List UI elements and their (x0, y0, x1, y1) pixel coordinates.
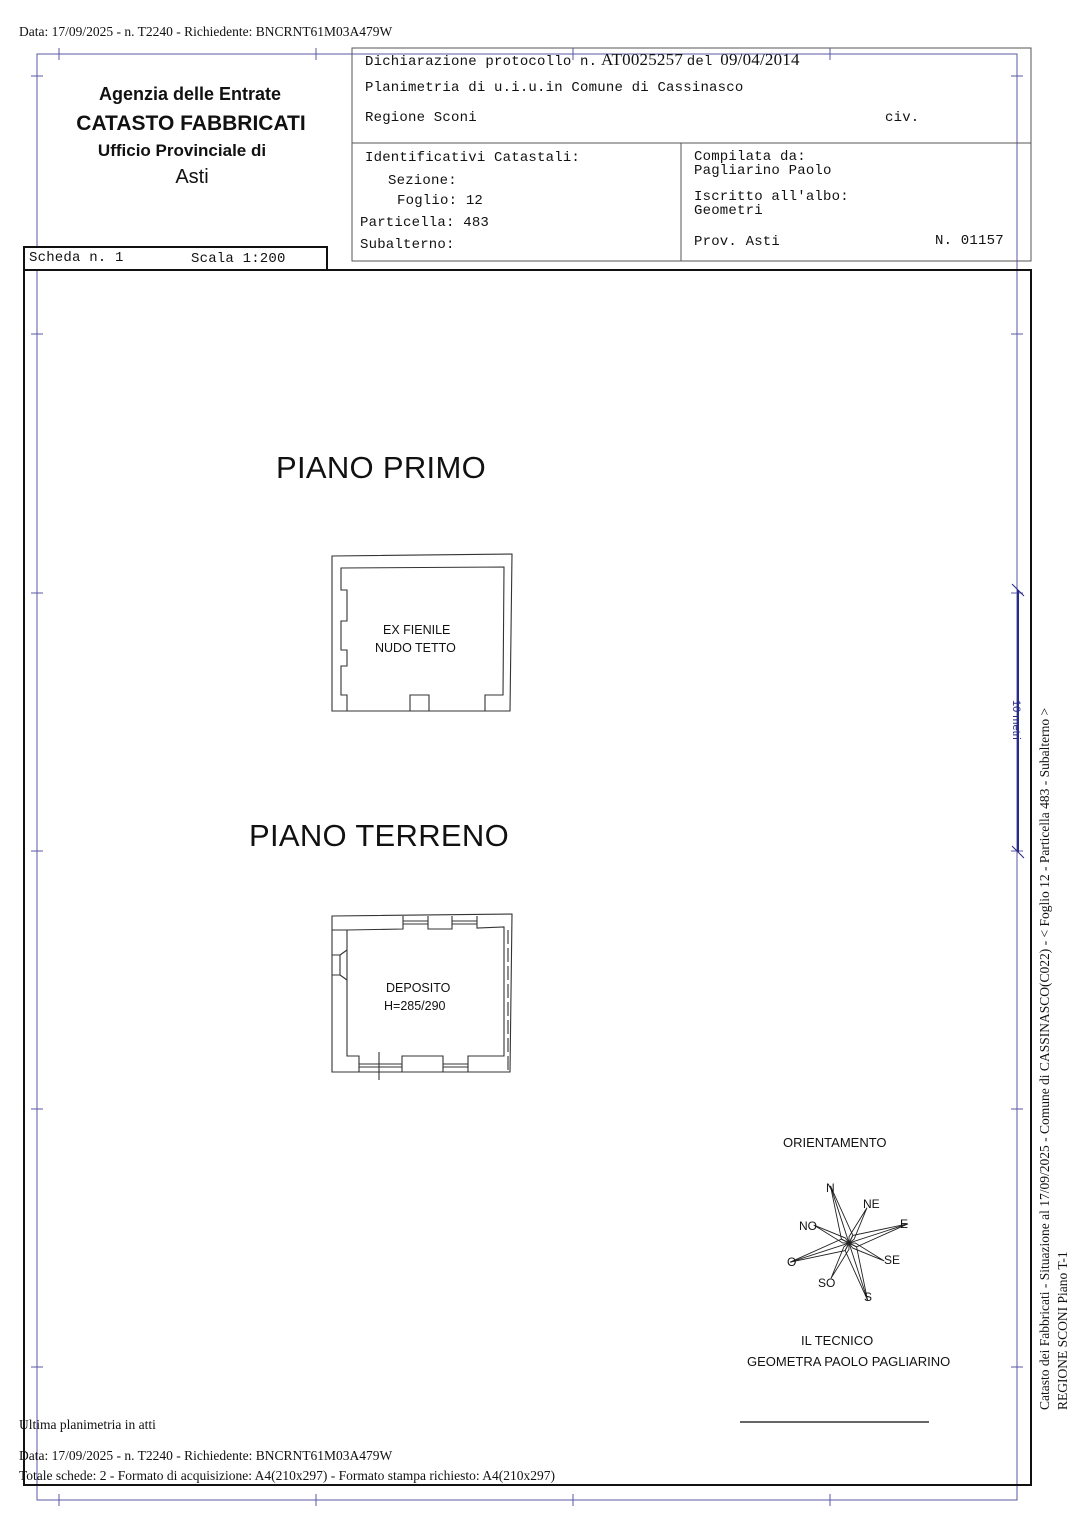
civ-label: civ. (885, 110, 920, 126)
scale-bar-label: 10 metri (1010, 700, 1022, 740)
room-label-nudo-tetto: NUDO TETTO (375, 641, 456, 655)
compass-e: E (900, 1217, 909, 1231)
compass-so: SO (818, 1276, 836, 1290)
protocol-date: 09/04/2014 (720, 50, 800, 69)
compass-n: N (826, 1181, 835, 1195)
scale-label: Scala 1:200 (191, 251, 286, 267)
ultima-planimetria: Ultima planimetria in atti (19, 1417, 156, 1432)
foglio-value: 12 (465, 193, 484, 209)
footer-totale-line: Totale schede: 2 - Formato di acquisizione: A4(210x297) - Formato stampa richiesto: A4(210x297) (19, 1468, 555, 1483)
compass-o: O (787, 1255, 797, 1269)
scheda-number: Scheda n. 1 (29, 250, 124, 266)
planimetria-line: Planimetria di u.i.u.in Comune di Cassinasco (365, 80, 744, 96)
address-line: Regione Sconi (365, 110, 477, 126)
albo-value: Geometri (694, 203, 763, 219)
protocol-prefix: Dichiarazione protocollo n. (365, 54, 598, 70)
technician-title: IL TECNICO (801, 1333, 874, 1348)
compass-no: NO (799, 1219, 817, 1233)
compilata-value: Pagliarino Paolo (694, 163, 832, 179)
side-text-line2: REGIONE SCONI Piano T-1 (1055, 1251, 1070, 1410)
particella-value: 483 (463, 215, 490, 231)
particella-label: Particella: (360, 215, 455, 231)
protocol-line (365, 50, 800, 70)
room-height: H=285/290 (384, 999, 446, 1013)
floor-title-terreno: PIANO TERRENO (249, 818, 509, 853)
compass-se: SE (884, 1253, 901, 1267)
technician-name: GEOMETRA PAOLO PAGLIARINO (747, 1354, 951, 1369)
compilata-label: Compilata da: (694, 149, 806, 165)
identificativi-title: Identificativi Catastali: (365, 150, 581, 166)
albo-label: Iscritto all'albo: (694, 189, 849, 205)
foglio-label: Foglio: (397, 193, 458, 209)
compass-s: S (864, 1290, 873, 1304)
side-text-line1: Catasto dei Fabbricati - Situazione al 17/09/2025 - Comune di CASSINASCO(C022) - < Foglio 12 - Particella 483 - Subalterno > (1037, 707, 1052, 1410)
subalterno-label: Subalterno: (360, 237, 455, 253)
room-label-fienile: EX FIENILE (383, 623, 451, 637)
orientation-title: ORIENTAMENTO (783, 1135, 887, 1150)
room-label-deposito: DEPOSITO (386, 981, 451, 995)
compass-rose-icon (771, 1167, 926, 1319)
ufficio-provinciale: Ufficio Provinciale di (97, 141, 267, 160)
protocol-number: AT0025257 (600, 50, 684, 69)
sezione-label: Sezione: (388, 173, 457, 189)
catasto-title: CATASTO FABBRICATI (76, 112, 306, 135)
request-header-line: Data: 17/09/2025 - n. T2240 - Richiedente: BNCRNT61M03A479W (19, 24, 393, 39)
registration-number: N. 01157 (935, 233, 1004, 249)
particella-field (360, 215, 489, 231)
agency-name: Agenzia delle Entrate (98, 84, 282, 104)
province-code: Prov. Asti (694, 234, 781, 250)
compass-ne: NE (863, 1197, 880, 1211)
del-label: del (686, 54, 713, 70)
footer-request-line: Data: 17/09/2025 - n. T2240 - Richiedente: BNCRNT61M03A479W (19, 1448, 393, 1463)
foglio-field (397, 193, 483, 209)
province-name: Asti (175, 166, 209, 188)
floor-title-primo: PIANO PRIMO (276, 450, 486, 485)
